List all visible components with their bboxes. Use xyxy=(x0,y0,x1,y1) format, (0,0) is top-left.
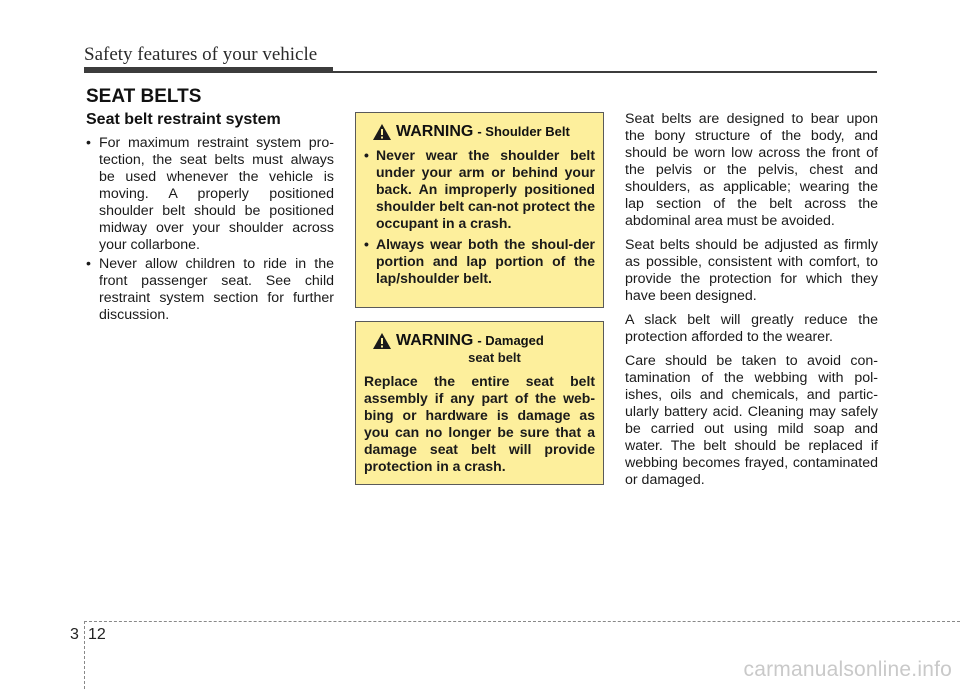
warning-subtitle: - Damaged xyxy=(477,333,544,348)
header-title: Safety features of your vehicle xyxy=(84,44,318,65)
footer-divider-vertical xyxy=(84,621,85,689)
list-item: • For maximum restraint system pro-tection, the seat belts must always be used whenever the vehicle is moving. A properly positioned shoulder belt should be positioned midway over your shoulder across your collarbone. xyxy=(86,135,334,254)
chapter-number: 3 xyxy=(70,626,79,643)
warning-triangle-icon xyxy=(372,332,392,350)
list-item: • Always wear both the shoul-der portion and lap portion of the lap/shoulder belt. xyxy=(364,236,595,287)
list-item: • Never allow children to ride in the front passenger seat. See child restraint system section for further discussion. xyxy=(86,256,334,324)
watermark: carmanualsonline.info xyxy=(743,658,952,681)
warning-header xyxy=(364,332,595,350)
warning-label: WARNING xyxy=(396,332,474,349)
paragraph: Seat belts should be adjusted as firmly as possible, consistent with comfort, to provide the protection for which they have been designed. xyxy=(625,237,878,304)
page-number: 12 xyxy=(88,626,106,643)
header-rule-thin xyxy=(333,71,877,73)
left-bullet-list xyxy=(86,135,334,326)
header-rule-thick xyxy=(84,67,333,73)
paragraph: Care should be taken to avoid con-tamination of the webbing with pol-ishes, oils and chemicals, and partic-ularly battery acid. Cleaning may safely be carried out using mild soap and water. The belt should be replaced if webbing becomes frayed, contaminated or damaged. xyxy=(625,353,878,488)
warning-triangle-icon xyxy=(372,123,392,141)
right-column-text xyxy=(625,111,878,496)
warning-label: WARNING xyxy=(396,123,474,140)
warning-subtitle-line2: seat belt xyxy=(468,350,521,365)
warning-box-shoulder-belt xyxy=(355,112,604,308)
warning-subtitle: - Shoulder Belt xyxy=(477,124,570,139)
subsection-title: Seat belt restraint system xyxy=(86,111,281,128)
warning-list xyxy=(364,147,595,287)
paragraph: Seat belts are designed to bear upon the bony structure of the body, and should be worn low across the front of the pelvis or the pelvis, chest and shoulders, as applicable; wearing the lap section of the belt across the abdominal area must be avoided. xyxy=(625,111,878,229)
section-title: SEAT BELTS xyxy=(86,86,202,107)
list-item: • Never wear the shoulder belt under your arm or behind your back. An improperly positioned shoulder belt can-not protect the occupant in a crash. xyxy=(364,147,595,232)
warning-box-damaged-belt xyxy=(355,321,604,485)
warning-text: Replace the entire seat belt assembly if any part of the web-bing or hardware is damage as you can no longer be sure that a damage seat belt will provide protection in a crash. xyxy=(364,373,595,474)
warning-header xyxy=(364,123,595,141)
paragraph: A slack belt will greatly reduce the protection afforded to the wearer. xyxy=(625,312,878,345)
footer-divider xyxy=(84,621,960,622)
